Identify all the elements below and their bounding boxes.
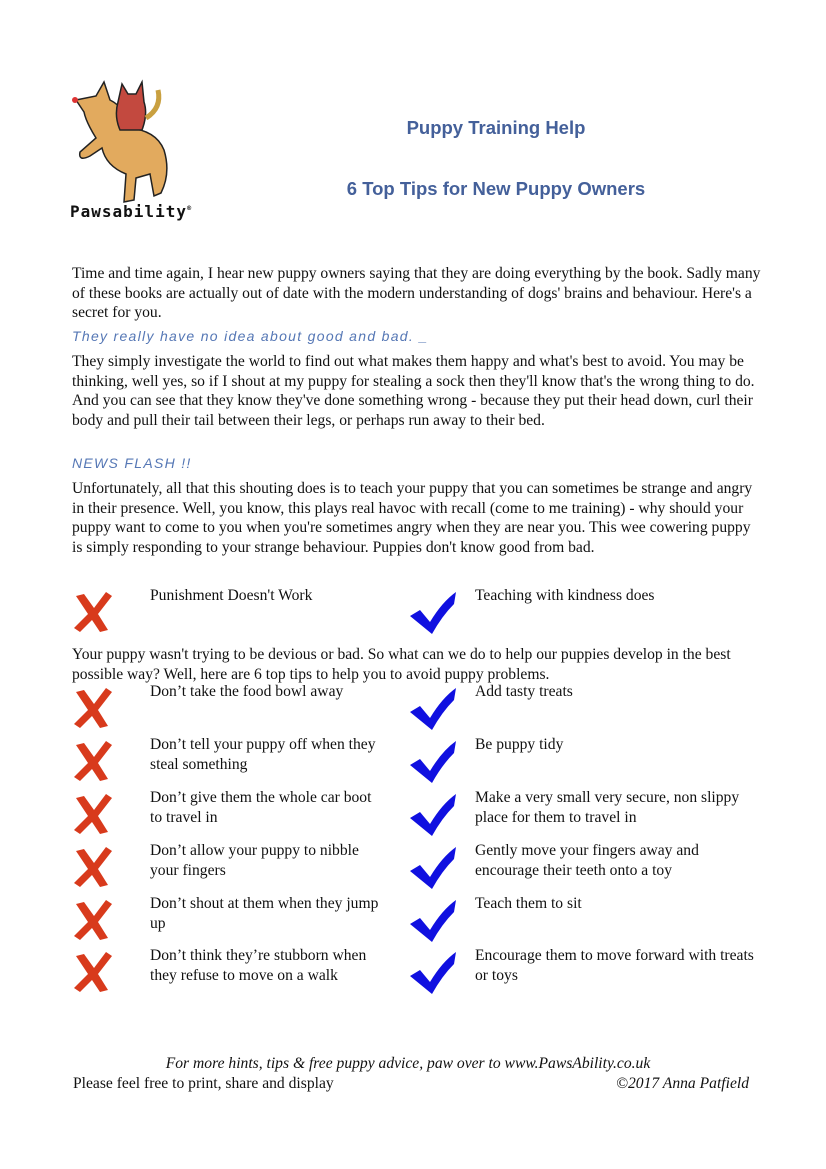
red-cross-icon (72, 845, 114, 889)
blue-check-icon (408, 792, 458, 838)
summary-do: Teaching with kindness does (475, 587, 655, 604)
tip-dont: Don’t allow your puppy to nibble your fingers (150, 842, 359, 879)
tip-do: Add tasty treats (475, 683, 573, 700)
red-cross-icon (72, 792, 114, 836)
red-cross-icon (72, 739, 114, 783)
intro-paragraph: Time and time again, I hear new puppy owners saying that they are doing everything by the book. Sadly many of these books are actually out of date with the modern understanding of dogs' brains and behaviour. Here's a secret for you. (72, 265, 761, 321)
tip-dont: Don’t take the food bowl away (150, 683, 344, 700)
paragraph-tips-intro: Your puppy wasn't trying to be devious or bad. So what can we do to help our puppies develop in the best possible way? Well, here are 6 top tips to help you to avoid puppy problems. (72, 646, 731, 683)
tip-dont: Don’t give them the whole car boot to travel in (150, 789, 372, 826)
blue-check-icon (408, 845, 458, 891)
tip-do: Make a very small very secure, non slippy place for them to travel in (475, 789, 740, 826)
red-cross-icon (72, 686, 114, 730)
subheading-good-bad: They really have no idea about good and bad. _ (72, 328, 429, 344)
logo-text: Pawsability® (70, 202, 193, 221)
tip-row (72, 736, 762, 789)
blue-check-icon (408, 898, 458, 944)
pawsability-logo (66, 78, 191, 228)
paragraph-shouting: Unfortunately, all that this shouting does is to teach your puppy that you can sometimes be strange and angry in their presence. Well, you know, this plays real havoc with recall (come to me training) - why should your puppy want to come to you when you're sometimes angry when they are near you. This wee cowering puppy is simply responding to your strange behaviour. Puppies don't know good from bad. (72, 480, 753, 556)
dog-and-cat-icon (66, 78, 191, 208)
blue-check-icon (408, 739, 458, 785)
tip-dont: Don’t tell your puppy off when they steal something (150, 736, 376, 773)
blue-check-icon (408, 590, 458, 636)
tip-do: Encourage them to move forward with treats or toys (475, 947, 754, 984)
tip-do: Be puppy tidy (475, 736, 564, 753)
page-subtitle: 6 Top Tips for New Puppy Owners (346, 178, 646, 199)
subheading-news-flash: NEWS FLASH !! (72, 455, 192, 471)
tip-row (72, 895, 762, 948)
footer-copyright: ©2017 Anna Patfield (616, 1075, 749, 1092)
tip-row (72, 842, 762, 895)
blue-check-icon (408, 686, 458, 732)
blue-check-icon (408, 950, 458, 996)
summary-dont: Punishment Doesn't Work (150, 587, 313, 604)
red-cross-icon (72, 950, 114, 994)
tip-do: Teach them to sit (475, 895, 582, 912)
tip-row (72, 789, 762, 842)
footer-share: Please feel free to print, share and display (73, 1075, 334, 1092)
page-title: Puppy Training Help (406, 117, 586, 138)
red-cross-icon (72, 590, 114, 634)
tip-dont: Don’t shout at them when they jump up (150, 895, 379, 932)
footer-hint: For more hints, tips & free puppy advice, paw over to www.PawsAbility.co.uk (165, 1055, 651, 1072)
paragraph-investigate: They simply investigate the world to find out what makes them happy and what's best to avoid. You may be thinking, well yes, so if I shout at my puppy for stealing a sock then they'll know that's the wrong thing to do. And you can see that they know they've done something wrong - because they put their head down, curl their body and pull their tail between their legs, or perhaps run away to their bed. (72, 353, 755, 429)
tip-dont: Don’t think they’re stubborn when they refuse to move on a walk (150, 947, 367, 984)
tip-row (72, 683, 762, 736)
summary-row (72, 587, 762, 640)
tip-row (72, 947, 762, 1000)
red-cross-icon (72, 898, 114, 942)
tip-do: Gently move your fingers away and encourage their teeth onto a toy (475, 842, 699, 879)
